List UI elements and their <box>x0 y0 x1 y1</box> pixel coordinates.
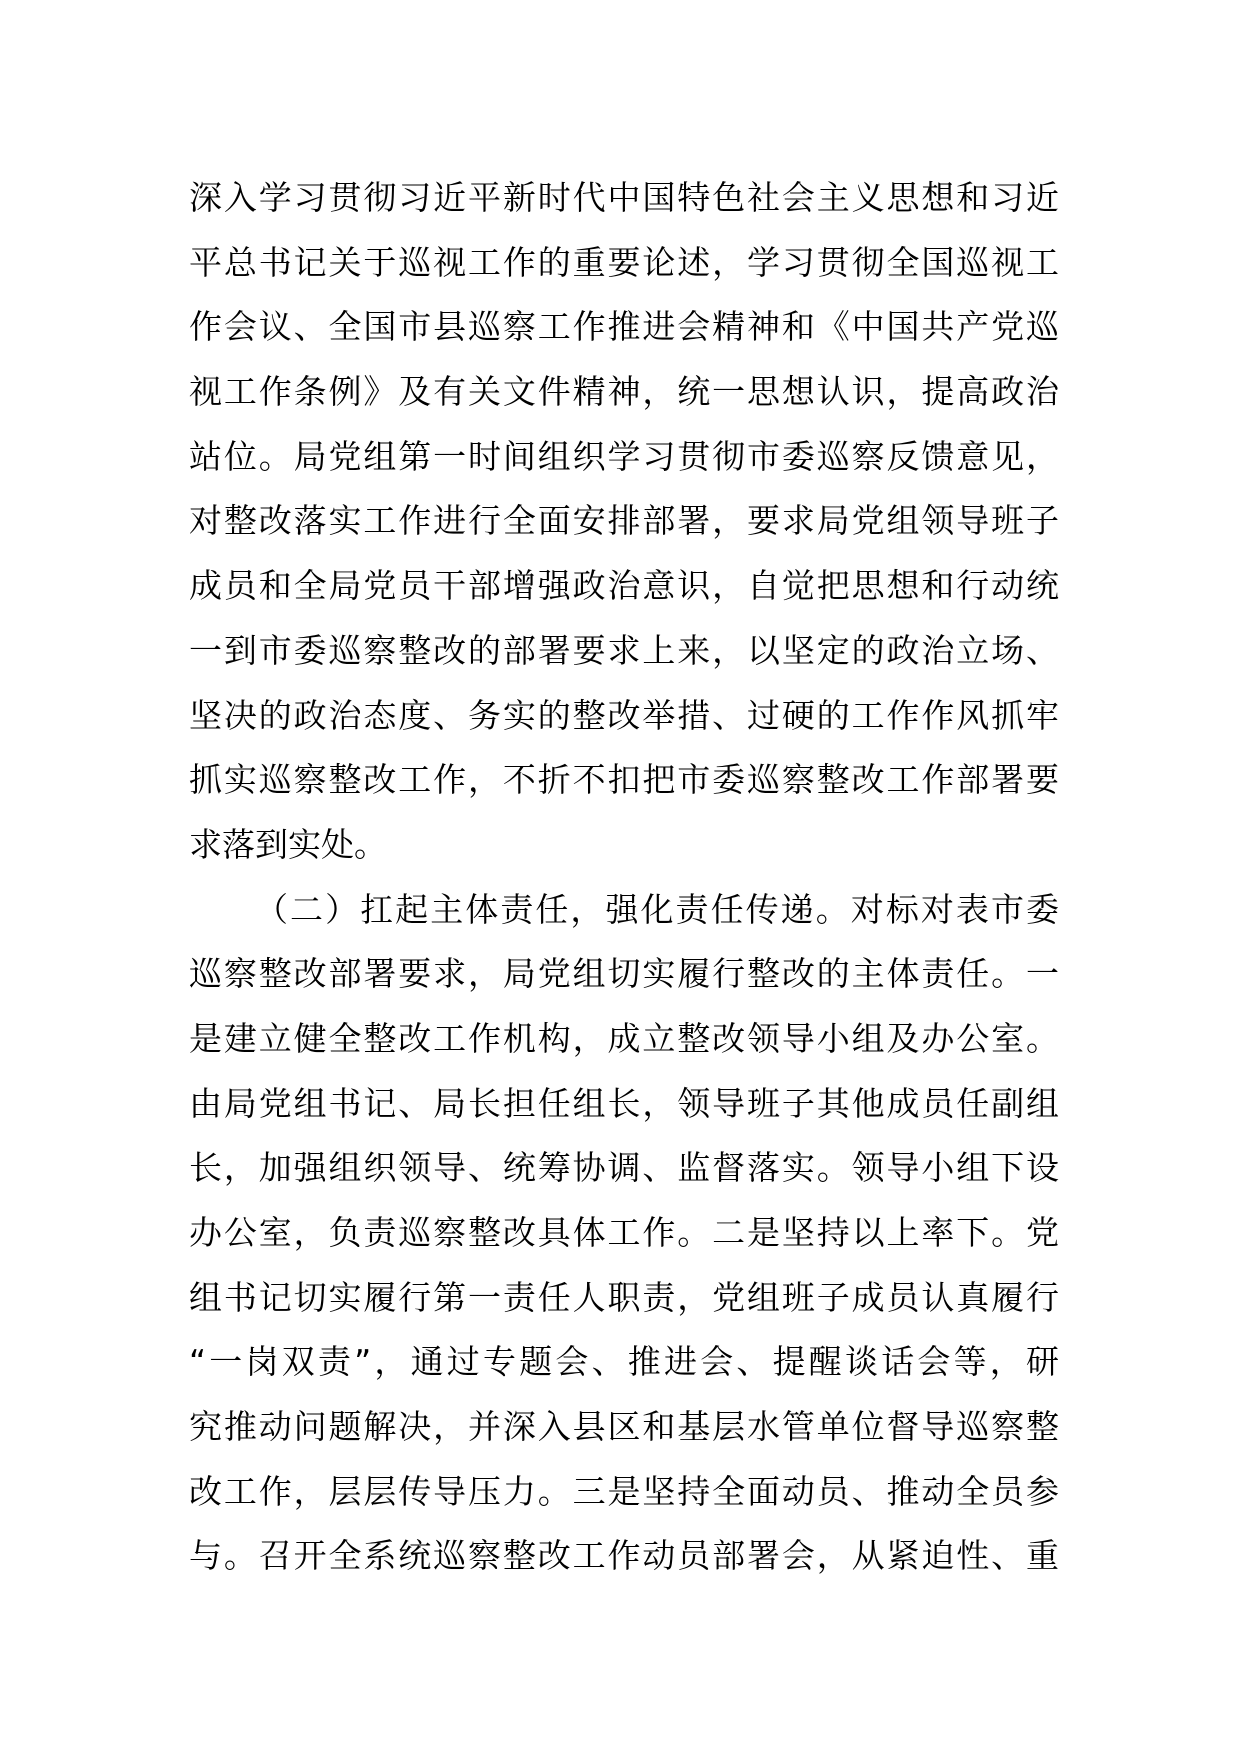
text-line: 求落到实处。 <box>189 824 387 864</box>
text-line: 平总书记关于巡视工作的重要论述，学习贯彻全国巡视工 <box>189 242 1059 282</box>
text-line: 由局党组书记、局长担任组长，领导班子其他成员任副组 <box>189 1083 1059 1123</box>
text-line: 一到市委巡察整改的部署要求上来，以坚定的政治立场、 <box>189 630 1059 670</box>
text-line: “一岗双责”，通过专题会、推进会、提醒谈话会等，研 <box>189 1342 1059 1382</box>
paragraph-2 <box>189 878 1059 1590</box>
text-line: 坚决的政治态度、务实的整改举措、过硬的工作作风抓牢 <box>189 695 1059 735</box>
text-line: 巡察整改部署要求，局党组切实履行整改的主体责任。一 <box>189 954 1059 994</box>
text-line: 办公室，负责巡察整改具体工作。二是坚持以上率下。党 <box>189 1213 1059 1252</box>
text-line: 作会议、全国市县巡察工作推进会精神和《中国共产党巡 <box>189 307 1059 347</box>
text-line: 是建立健全整改工作机构，成立整改领导小组及办公室。 <box>189 1018 1059 1058</box>
text-line: 站位。局党组第一时间组织学习贯彻市委巡察反馈意见， <box>189 436 1059 476</box>
text-line: 长，加强组织领导、统筹协调、监督落实。领导小组下设 <box>189 1148 1059 1188</box>
paragraph-1 <box>189 166 1059 878</box>
document-body <box>189 166 1059 1589</box>
text-line: 深入学习贯彻习近平新时代中国特色社会主义思想和习近 <box>189 178 1059 217</box>
text-line: 组书记切实履行第一责任人职责，党组班子成员认真履行 <box>189 1277 1059 1317</box>
text-line: 究推动问题解决，并深入县区和基层水管单位督导巡察整 <box>189 1407 1059 1447</box>
text-line: 抓实巡察整改工作，不折不扣把市委巡察整改工作部署要 <box>189 760 1059 800</box>
text-line: 成员和全局党员干部增强政治意识，自觉把思想和行动统 <box>189 566 1059 606</box>
text-line: 对整改落实工作进行全面安排部署，要求局党组领导班子 <box>189 501 1059 541</box>
section-heading-line: （二）扛起主体责任，强化责任传递。对标对表市委 <box>255 889 1059 929</box>
text-line: 与。召开全系统巡察整改工作动员部署会，从紧迫性、重 <box>189 1536 1059 1576</box>
text-line: 视工作条例》及有关文件精神，统一思想认识，提高政治 <box>189 372 1059 412</box>
text-line: 改工作，层层传导压力。三是坚持全面动员、推动全员参 <box>189 1471 1059 1511</box>
